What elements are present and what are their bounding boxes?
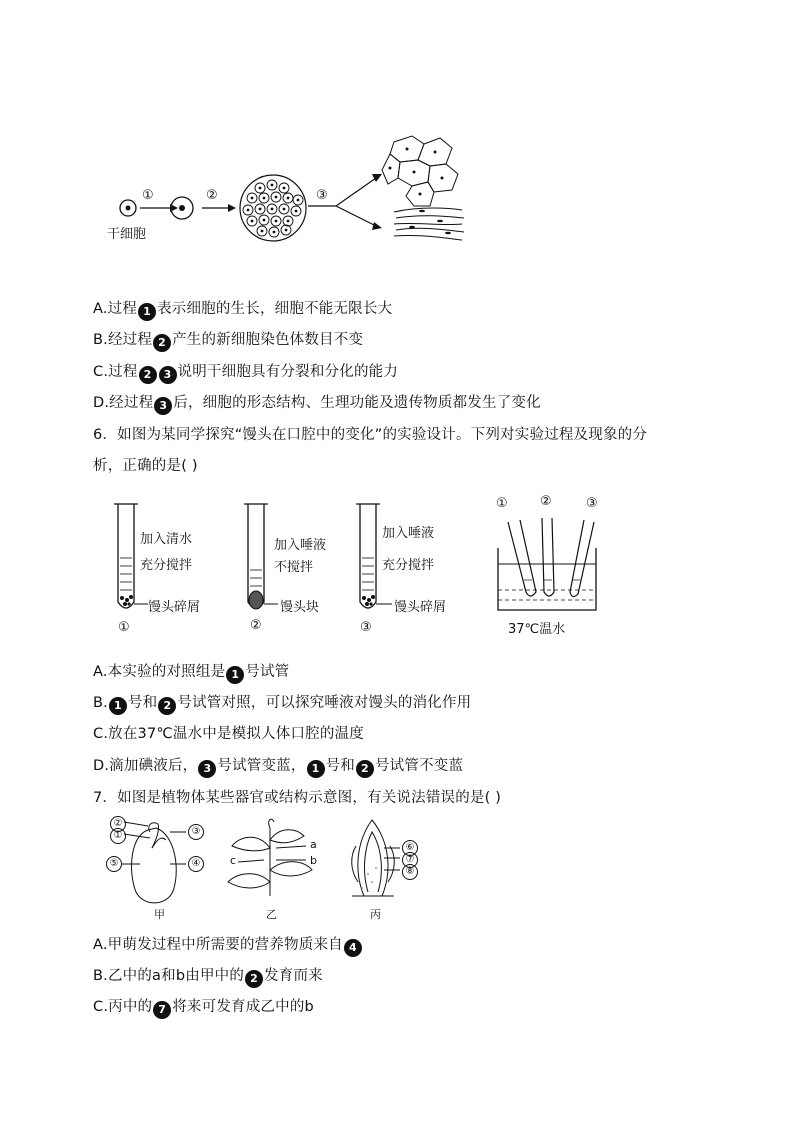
tube1-content-label: 馒头碎屑 [148,600,201,615]
seed-jia [122,822,186,903]
circled-number: 1 [138,303,156,321]
shoot-yi [228,819,312,896]
cell-cluster [240,175,306,241]
seed-label-5: ⑤ [106,856,122,872]
seed-label-1: ① [110,828,126,844]
figure-bing-caption: 丙 [370,908,381,921]
elongated-cells [394,208,464,240]
tube2-content-label: 馒头块 [280,600,320,615]
tube1-stir-label: 充分搅拌 [140,558,193,573]
tube2-number: ② [250,618,262,633]
circled-number: 1 [307,760,325,778]
bath-tube2-number: ② [540,494,552,509]
circled-number: 1 [109,697,127,715]
q7-option-b: B.乙中的a和b由甲中的 2 发育而来 [93,964,323,988]
q5-option-c: C.过程 2 3 说明干细胞具有分裂和分化的能力 [93,360,398,384]
step-2-label: ② [206,188,218,203]
test-tube-figure [100,492,610,642]
q7-option-c: C.丙中的 7 将来可发育成乙中的b [93,995,314,1019]
q5-option-a: A.过程 1 表示细胞的生长，细胞不能无限长大 [93,297,392,321]
step-3-label: ③ [316,188,328,203]
bud-label-8: ⑧ [402,864,418,880]
step-1-label: ① [142,188,154,203]
circled-number: 2 [158,697,176,715]
q6-option-a: A.本实验的对照组是 1 号试管 [93,660,289,684]
tube-2 [244,504,278,609]
bud-label-6: ⑥ [402,840,418,856]
plant-structure-figure [100,812,440,924]
shoot-label-b: b [310,854,317,867]
shoot-label-a: a [310,838,317,851]
tube2-stir-label: 不搅拌 [274,560,314,575]
circled-number: 3 [198,760,216,778]
tube3-number: ③ [360,620,372,635]
circled-number: 2 [356,760,374,778]
circled-number: 3 [154,397,172,415]
tube3-content-label: 馒头碎屑 [394,600,447,615]
circled-number: 2 [153,334,171,352]
tube1-add-label: 加入清水 [140,532,193,547]
stem-cell-label: 干细胞 [107,227,147,242]
bud-bing [352,820,400,896]
q5-option-b: B.经过程 2 产生的新细胞染色体数目不变 [93,328,363,352]
circled-number: 2 [139,366,157,384]
stem-cell-diagram [100,130,480,250]
tube3-add-label: 加入唾液 [382,526,435,541]
water-bath [498,518,596,610]
q6-stem-line1: 6．如图为某同学探究“馒头在口腔中的变化”的实验设计。下列对实验过程及现象的分 [93,427,648,443]
q5-option-d: D.经过程 3 后，细胞的形态结构、生理功能及遗传物质都发生了变化 [93,391,541,415]
tube2-add-label: 加入唾液 [274,538,327,553]
circled-number: 7 [153,1001,171,1019]
circled-number: 2 [245,970,263,988]
tube1-number: ① [118,620,130,635]
circled-number: 3 [159,366,177,384]
bud-label-7: ⑦ [402,852,418,868]
seed-label-3: ③ [188,824,204,840]
figure-jia-caption: 甲 [154,908,165,921]
seed-label-4: ④ [188,856,204,872]
q6-option-d: D.滴加碘液后， 3 号试管变蓝， 1 号和 2 号试管不变蓝 [93,754,463,778]
seed-label-2: ② [110,816,126,832]
circled-number: 1 [226,666,244,684]
q7-option-a: A.甲萌发过程中所需要的营养物质来自 4 [93,933,363,957]
q6-option-b: B. 1 号和 2 号试管对照，可以探究唾液对馒头的消化作用 [93,691,471,715]
tube3-stir-label: 充分搅拌 [382,558,435,573]
bath-temperature-label: 37℃温水 [508,622,566,637]
bath-tube1-number: ① [496,496,508,511]
figure-yi-caption: 乙 [266,908,277,921]
bath-tube3-number: ③ [586,496,598,511]
q7-stem: 7．如图是植物体某些器官或结构示意图，有关说法错误的是( ) [93,790,502,806]
shoot-label-c: c [230,854,237,867]
q6-stem-line2: 析，正确的是( ) [93,458,198,474]
stem-cell-figure [100,130,480,250]
q6-option-c: C.放在37℃温水中是模拟人体口腔的温度 [93,726,364,742]
circled-number: 4 [344,939,362,957]
